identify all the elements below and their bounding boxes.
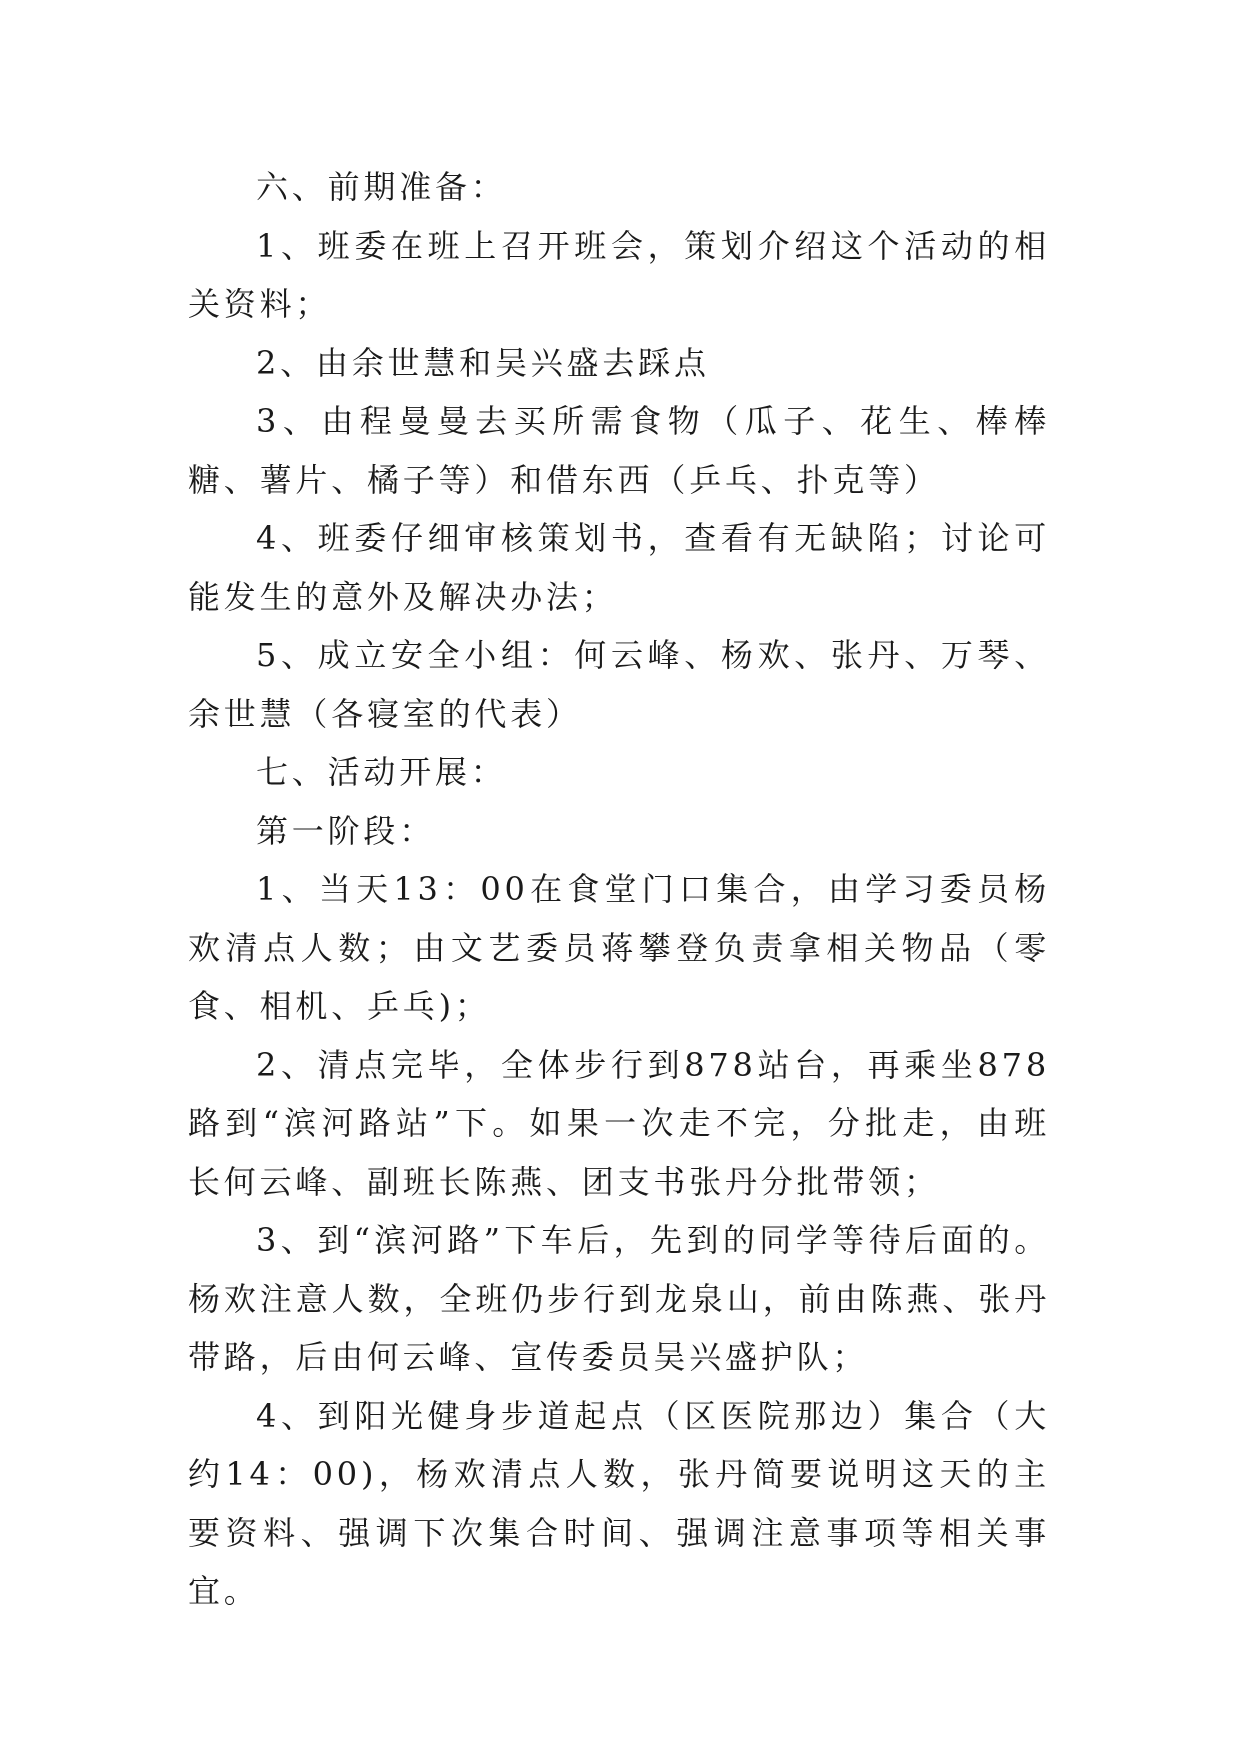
paragraph-prep-item-2: 2、由余世慧和吴兴盛去踩点 bbox=[256, 343, 710, 382]
paragraph-stage-item-1: 1、当天13：00在食堂门口集合，由学习委员杨欢清点人数；由文艺委员蒋攀登负责拿相关物品（零食、相机、乒乓)； bbox=[188, 870, 1050, 1025]
paragraph-stage-item-4: 4、到阳光健身步道起点（区医院那边）集合（大约14：00)，杨欢清点人数，张丹简要说明这天的主要资料、强调下次集合时间、强调注意事项等相关事宜。 bbox=[188, 1396, 1050, 1610]
paragraph-stage-item-3: 3、到“滨河路”下车后，先到的同学等待后面的。杨欢注意人数，全班仍步行到龙泉山，前由陈燕、张丹带路，后由何云峰、宣传委员吴兴盛护队； bbox=[188, 1221, 1050, 1376]
paragraph-stage-item-2: 2、清点完毕，全体步行到878站台，再乘坐878路到“滨河路站”下。如果一次走不完，分批走，由班长何云峰、副班长陈燕、团支书张丹分批带领； bbox=[188, 1045, 1050, 1201]
section-heading-activity: 七、活动开展： bbox=[256, 753, 507, 791]
section-heading-preparation: 六、前期准备： bbox=[256, 168, 507, 206]
paragraph-prep-item-5: 5、成立安全小组：何云峰、杨欢、张丹、万琴、余世慧（各寝室的代表） bbox=[188, 636, 1050, 733]
paragraph-prep-item-1: 1、班委在班上召开班会，策划介绍这个活动的相关资料； bbox=[188, 226, 1050, 323]
paragraph-prep-item-4: 4、班委仔细审核策划书，查看有无缺陷；讨论可能发生的意外及解决办法； bbox=[188, 519, 1050, 616]
document-body bbox=[188, 158, 1050, 1621]
paragraph-prep-item-3: 3、由程曼曼去买所需食物（瓜子、花生、棒棒糖、薯片、橘子等）和借东西（乒乓、扑克等） bbox=[188, 402, 1050, 499]
subheading-stage-one: 第一阶段： bbox=[256, 811, 436, 850]
